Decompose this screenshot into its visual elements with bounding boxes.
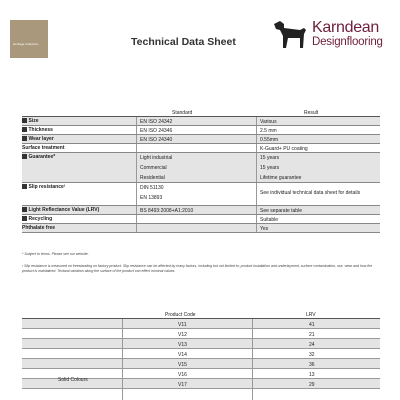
spec-row-size: Size EN ISO 24342 Various [22,117,380,126]
spec-row-slip-resistance: Slip resistance¹ DIN 51130 EN 13893 See individual technical data sheet for details [22,183,380,206]
lrv-table [22,310,380,389]
table-row: V13 24 [22,339,380,349]
col-product-code: Product Code [165,312,196,318]
spec-row-surface-treatment: Surface treatment K-Guard+ PU coating [22,144,380,153]
spec-table [22,108,380,233]
slip-resistance-note: ¹ Slip resistance is measured on freestanding on factory product. Slip resistance can be affected by many factors, including but not limited to; product installation and underlayment, surface contamination, use, wear and how the product is maintained. Textural variation along the surface of the product can effect nominal values. [22,264,373,273]
brand-logo [270,18,390,54]
table-row: V15 36 [22,359,380,369]
recycling-icon [22,216,27,221]
guarantee-icon [22,154,27,159]
spec-row-lrv: Light Reflectance Value (LRV) BS 8493:2008+A1:2010 See separate table [22,206,380,215]
table-row: V14 32 [22,349,380,359]
table-row: V17 29 [22,379,380,389]
spec-row-phthalate-free: Phthalate free Yes [22,224,380,233]
size-icon [22,118,27,123]
collection-badge [10,20,48,58]
slip-resistance-icon [22,184,27,189]
lrv-table-header [22,310,380,319]
group-label: Solid Colours [58,377,88,383]
dog-logo-icon [270,18,310,52]
table-row: V11 41 [22,319,380,329]
spec-row-thickness: Thickness EN ISO 24346 2.5 mm [22,126,380,135]
col-result: Result [304,110,319,116]
lrv-icon [22,207,27,212]
col-lrv: LRV [306,312,316,318]
wear-layer-icon [22,136,27,141]
col-standard: Standard [172,110,193,116]
page-title: Technical Data Sheet [131,36,236,48]
brand-subtitle: Designflooring [312,36,383,48]
spec-table-header [22,108,380,117]
brand-name: Karndean [312,19,379,36]
spec-row-guarantee: Guarantee* Light industrial Commercial Residential 15 years 15 years Lifetime guarantee [22,153,380,183]
table-row: V16 13 [22,369,380,379]
spec-row-wear-layer: Wear layer EN ISO 24340 0.55mm [22,135,380,144]
spec-row-recycling: Recycling Suitable [22,215,380,224]
collection-badge-text: Heritage Collection [13,42,39,46]
terms-note: * Subject to terms. Please see our website. [22,252,89,256]
table-row: V12 21 [22,329,380,339]
thickness-icon [22,127,27,132]
